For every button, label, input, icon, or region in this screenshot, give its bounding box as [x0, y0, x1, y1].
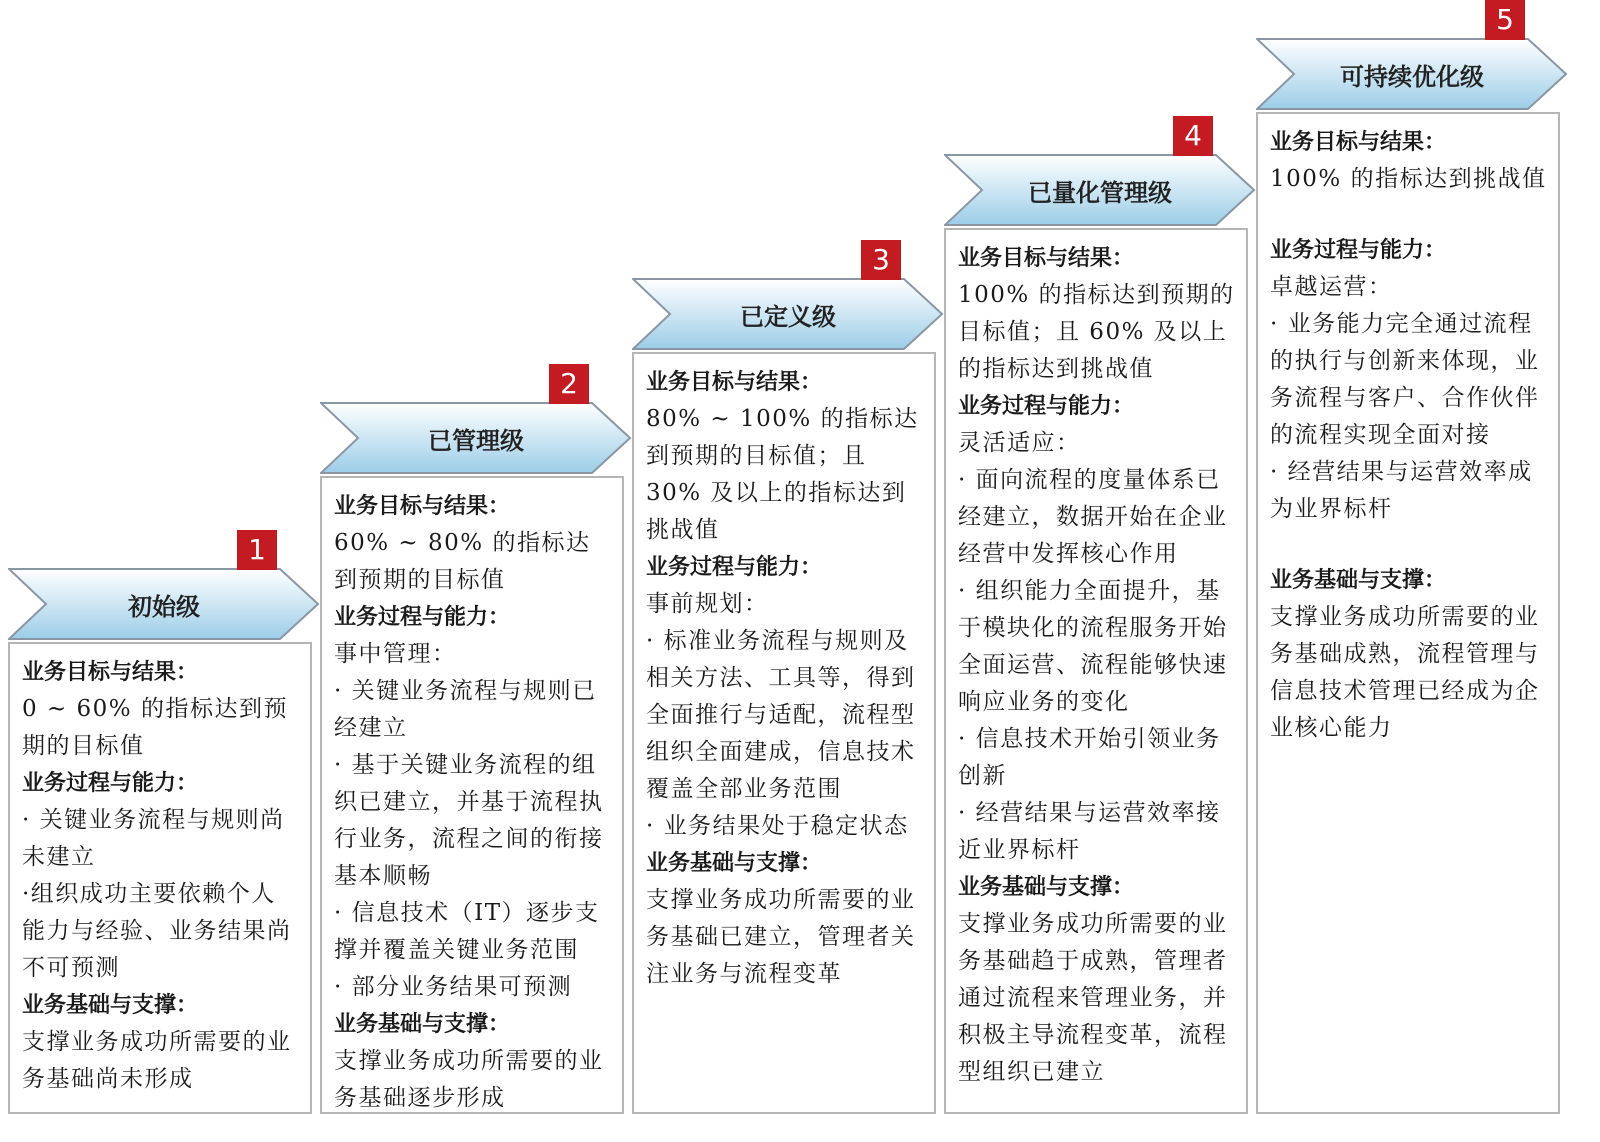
- process-heading: 业务过程与能力：: [334, 605, 511, 630]
- level-name: 初始级: [128, 592, 200, 621]
- process-item: · 信息技术（IT）逐步支撑并覆盖关键业务范围: [334, 900, 600, 963]
- goal-text: 80% ~ 100% 的指标达到预期的目标值；且 30% 及以上的指标达到挑战值: [646, 406, 919, 543]
- process-lead: 事前规划：: [646, 591, 769, 617]
- level-number-badge: 3: [861, 240, 901, 280]
- level-arrow: [8, 568, 320, 640]
- goal-heading: 业务目标与结果：: [958, 246, 1135, 271]
- level-name: 可持续优化级: [1340, 62, 1484, 91]
- foundation-heading: 业务基础与支撑：: [334, 1012, 511, 1037]
- goal-heading: 业务目标与结果：: [646, 370, 823, 395]
- process-item: · 部分业务结果可预测: [334, 974, 573, 1000]
- process-item: · 关键业务流程与规则尚未建立: [22, 807, 285, 870]
- foundation-text: 支撑业务成功所需要的业务基础逐步形成: [334, 1048, 604, 1111]
- level-arrow: [944, 154, 1256, 226]
- goal-text: 60% ~ 80% 的指标达到预期的目标值: [334, 530, 591, 593]
- process-heading: 业务过程与能力：: [1270, 238, 1447, 263]
- process-heading: 业务过程与能力：: [958, 394, 1135, 419]
- level-4-description: [944, 228, 1248, 1114]
- level-name: 已量化管理级: [1028, 178, 1172, 207]
- process-item: · 业务结果处于稳定状态: [646, 813, 909, 839]
- process-item: · 面向流程的度量体系已经建立，数据开始在企业经营中发挥核心作用: [958, 467, 1228, 567]
- level-2-description: [320, 476, 624, 1114]
- goal-heading: 业务目标与结果：: [1270, 130, 1447, 155]
- foundation-heading: 业务基础与支撑：: [958, 875, 1135, 900]
- goal-text: 100% 的指标达到预期的目标值；且 60% 及以上的指标达到挑战值: [958, 282, 1235, 382]
- process-item: ·组织成功主要依赖个人能力与经验、业务结果尚不可预测: [22, 881, 292, 981]
- level-arrow: [1256, 38, 1568, 110]
- level-1-description: [8, 642, 312, 1114]
- process-lead: 卓越运营：: [1270, 274, 1393, 300]
- foundation-text: 支撑业务成功所需要的业务基础趋于成熟，管理者通过流程来管理业务，并积极主导流程变革，流程型组织已建立: [958, 911, 1228, 1085]
- process-item: · 经营结果与运营效率接近业界标杆: [958, 800, 1221, 863]
- process-item: · 信息技术开始引领业务创新: [958, 726, 1221, 789]
- process-heading: 业务过程与能力：: [22, 771, 199, 796]
- foundation-text: 支撑业务成功所需要的业务基础已建立，管理者关注业务与流程变革: [646, 887, 916, 987]
- foundation-heading: 业务基础与支撑：: [646, 851, 823, 876]
- foundation-text: 支撑业务成功所需要的业务基础尚未形成: [22, 1029, 292, 1092]
- process-item: · 关键业务流程与规则已经建立: [334, 678, 597, 741]
- level-5-description: [1256, 112, 1560, 1114]
- process-item: · 标准业务流程与规则及相关方法、工具等，得到全面推行与适配，流程型组织全面建成，信息技术覆盖全部业务范围: [646, 628, 916, 802]
- goal-heading: 业务目标与结果：: [22, 660, 199, 685]
- level-arrow: [632, 278, 944, 350]
- process-lead: 灵活适应：: [958, 430, 1081, 456]
- process-item: · 组织能力全面提升，基于模块化的流程服务开始全面运营、流程能够快速响应业务的变化: [958, 578, 1228, 715]
- goal-text: 100% 的指标达到挑战值: [1270, 166, 1547, 192]
- level-name: 已定义级: [740, 302, 836, 331]
- level-number-badge: 2: [549, 364, 589, 404]
- level-number-badge: 4: [1173, 116, 1213, 156]
- foundation-text: 支撑业务成功所需要的业务基础成熟，流程管理与信息技术管理已经成为企业核心能力: [1270, 604, 1540, 741]
- level-arrow: [320, 402, 632, 474]
- level-number-badge: 5: [1485, 0, 1525, 40]
- foundation-heading: 业务基础与支撑：: [1270, 568, 1447, 593]
- process-item: · 基于关键业务流程的组织已建立，并基于流程执行业务，流程之间的衔接基本顺畅: [334, 752, 604, 889]
- goal-text: 0 ~ 60% 的指标达到预期的目标值: [22, 696, 288, 759]
- process-item: · 经营结果与运营效率成为业界标杆: [1270, 459, 1533, 522]
- level-number-badge: 1: [237, 530, 277, 570]
- process-item: · 业务能力完全通过流程的执行与创新来体现，业务流程与客户、合作伙伴的流程实现全面对接: [1270, 311, 1540, 448]
- level-name: 已管理级: [428, 426, 524, 455]
- foundation-heading: 业务基础与支撑：: [22, 993, 199, 1018]
- goal-heading: 业务目标与结果：: [334, 494, 511, 519]
- process-lead: 事中管理：: [334, 641, 457, 667]
- process-heading: 业务过程与能力：: [646, 555, 823, 580]
- level-3-description: [632, 352, 936, 1114]
